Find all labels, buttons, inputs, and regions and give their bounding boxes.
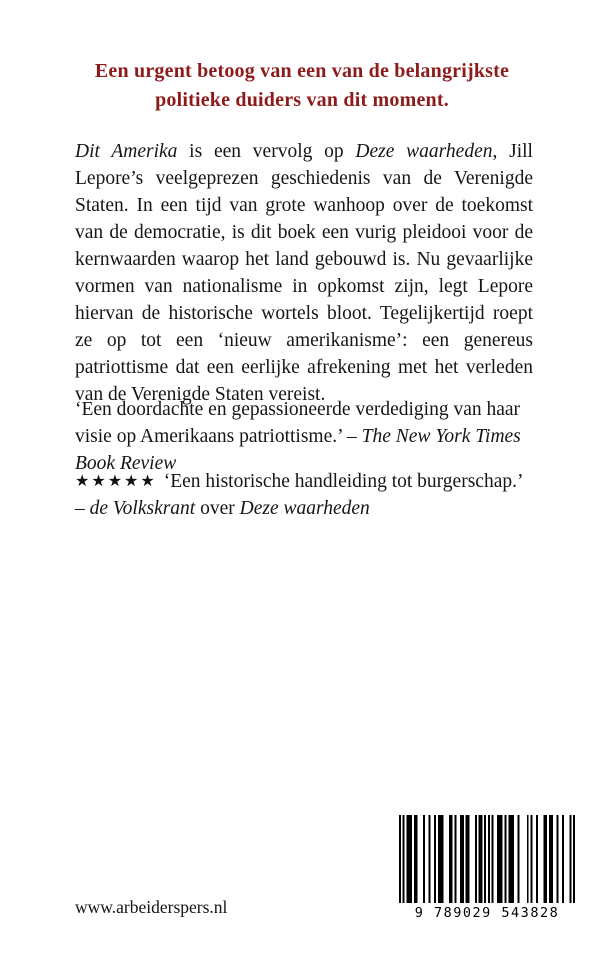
five-stars-rating: ★★★★★ [75, 471, 157, 490]
cover-tagline: Een urgent betoog van een van de belangrijkste politieke duiders van dit moment. [94, 60, 510, 111]
star-quote-attribution: – de Volkskrant over Deze waarheden [75, 498, 370, 519]
description-paragraph: Dit Amerika is een vervolg op Deze waarheden, Jill Lepore’s veelgeprezen geschiedenis van de Verenigde Staten. In een tijd van grote wanhoop over de toekomst van de democratie, is dit boek een vurig pleidooi voor de kernwaarden waarop het land gebouwd is. Nu gevaarlijke vormen van nationalisme in opkomst zijn, legt Lepore hiervan de historische wortels bloot. Tegelijkertijd roept ze op tot een ‘nieuw amerikanisme’: een genereus patriottisme dat een eerlijke afrekening met het verleden van de Verenigde Staten vereist. [75, 141, 533, 405]
barcode-bars [399, 815, 575, 903]
star-quote [75, 468, 545, 522]
publisher-website: www.arbeiderspers.nl [75, 897, 228, 917]
review-quote: ‘Een doordachte en gepassioneerde verdediging van haar visie op Amerikaans patriottisme.’ – The New York Times Book Review [75, 399, 521, 474]
star-quote-text: ‘Een historische handleiding tot burgerschap.’ [163, 471, 524, 492]
barcode [399, 815, 575, 921]
barcode-number: 9 789029 543828 [414, 905, 560, 921]
